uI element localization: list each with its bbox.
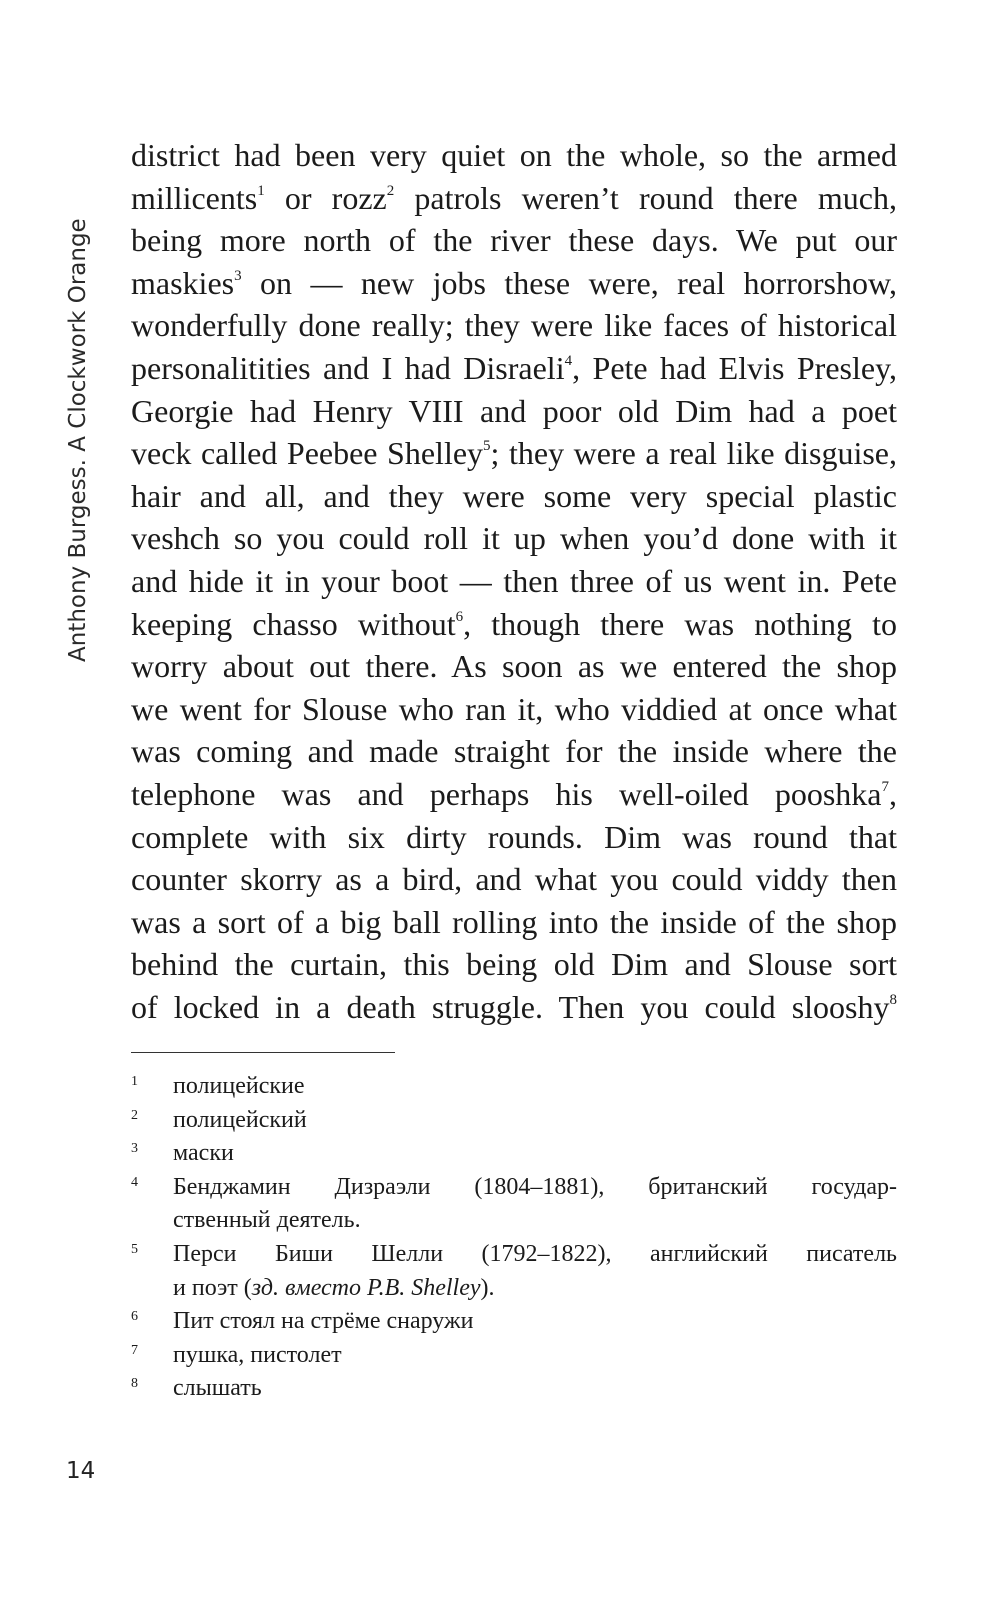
body-line: hair and all, and they were some very special plastic — [131, 477, 897, 514]
body-line: being more north of the river these days. We put our — [131, 222, 897, 259]
body-line: we went for Slouse who ran it, who viddied at once what — [131, 690, 897, 727]
footnote-text: Перси Биши Шелли (1792–1822), английский писатель и поэт (зд. вместо P.B. Shelley). — [173, 1240, 897, 1301]
body-line: millicents$^1$ or rozz$^2$ patrols weren’t round there much, — [131, 179, 898, 216]
body-line: veck called Peebee Shelley$^5$; they were a real like disguise, — [131, 435, 897, 472]
footnote-text: маски — [173, 1140, 234, 1167]
running-head: Anthony Burgess. A Clockwork Orange — [65, 218, 91, 662]
footnote-text: слышать — [173, 1375, 262, 1402]
body-line: worry about out there. As soon as we entered the shop — [131, 648, 897, 685]
body-line: telephone was and perhaps his well-oiled pooshka$^7$, — [131, 775, 897, 812]
footnote-text: полицейские — [173, 1073, 305, 1099]
page-number: 14 — [66, 1458, 96, 1484]
body-line: complete with six dirty rounds. Dim was round that — [131, 818, 897, 855]
footnote-item — [131, 1104, 897, 1138]
body-line: district had been very quiet on the whole, so the armed — [131, 137, 897, 173]
body-line: was coming and made straight for the inside where the — [131, 733, 897, 770]
body-line: keeping chasso without$^6$, though there was nothing to — [131, 605, 898, 642]
footnote-text: Пит стоял на стрёме снаружи — [173, 1308, 474, 1335]
body-text — [131, 134, 897, 1028]
body-line: counter skorry as a bird, and what you could viddy then — [131, 861, 897, 898]
footnote-ref: 5 — [483, 438, 491, 455]
footnote-number: 7 — [131, 1342, 138, 1358]
footnote-item — [131, 1372, 897, 1406]
footnote-number: 5 — [131, 1241, 138, 1257]
footnote-item — [131, 1070, 897, 1104]
body-line: wonderfully done really; they were like faces of historical — [131, 307, 897, 344]
footnote-item — [131, 1171, 897, 1238]
footnote-ref: 4 — [564, 352, 573, 369]
footnote-number: 6 — [131, 1309, 138, 1325]
footnote-number: 4 — [131, 1174, 138, 1190]
footnote-text: полицейский — [173, 1106, 307, 1133]
body-line: and hide it in your boot — then three of us went in. Pete — [131, 562, 897, 599]
body-line: of locked in a death struggle. Then you could slooshy$^8$ — [131, 988, 897, 1025]
footnote-ref: 7 — [881, 778, 889, 795]
footnote-item — [131, 1137, 897, 1171]
footnote-ref: 1 — [257, 182, 265, 199]
body-line: maskies$^3$ on — new jobs these were, real horrorshow, — [131, 264, 897, 301]
footnote-number: 8 — [131, 1376, 138, 1392]
footnote-text: пушка, пистолет — [173, 1341, 342, 1368]
footnote-ref: 8 — [889, 991, 897, 1008]
body-line: veshch so you could roll it up when you’d done with it — [131, 520, 897, 557]
footnote-item — [131, 1305, 897, 1339]
body-line: Georgie had Henry VIII and poor old Dim had a poet — [131, 392, 897, 429]
footnote-number: 1 — [131, 1074, 138, 1089]
footnote-ref: 3 — [234, 267, 242, 284]
footnote-ref: 2 — [386, 182, 395, 199]
footnote-number: 2 — [131, 1107, 138, 1123]
footnote-item — [131, 1238, 897, 1305]
footnote-item — [131, 1339, 897, 1373]
footnote-divider — [131, 1052, 395, 1053]
body-line: personalitities and I had Disraeli$^4$, Pete had Elvis Presley, — [131, 349, 898, 386]
footnote-text: Бенджамин Дизраэли (1804–1881), британский государ- ственный деятель. — [173, 1173, 897, 1234]
body-line: was a sort of a big ball rolling into the inside of the shop — [131, 903, 897, 940]
footnote-ref: 6 — [455, 608, 464, 625]
footnotes — [131, 1070, 897, 1406]
footnote-number: 3 — [131, 1141, 138, 1157]
body-line: behind the curtain, this being old Dim and Slouse sort — [131, 946, 897, 983]
